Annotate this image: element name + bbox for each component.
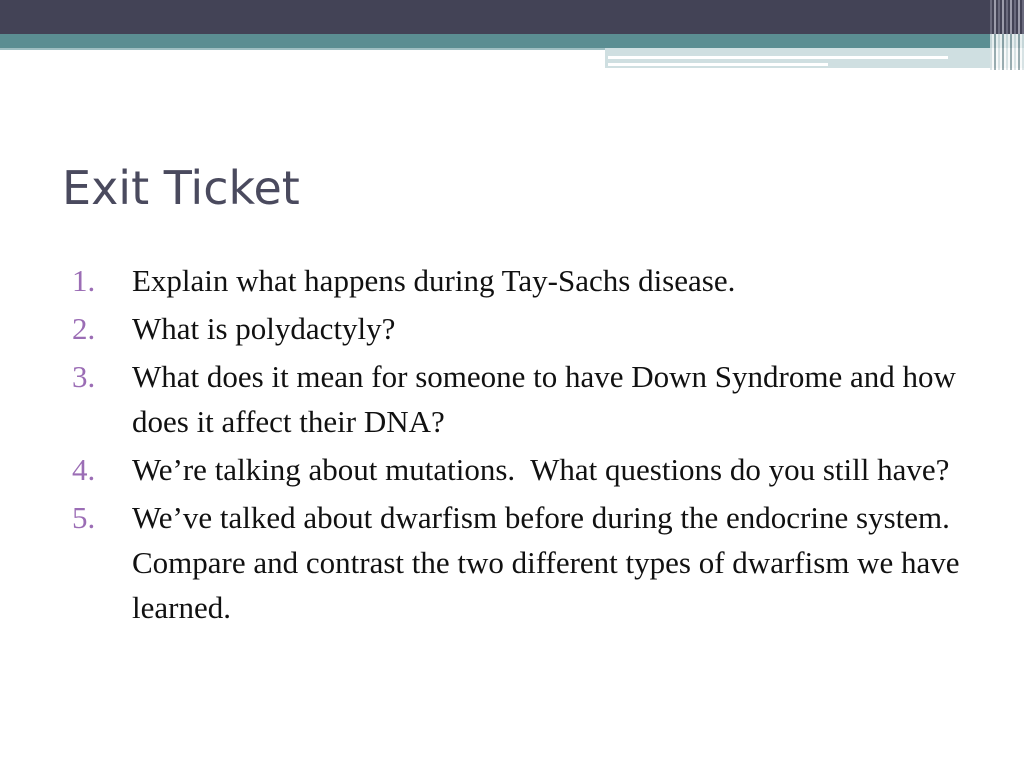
list-item-number: 2. xyxy=(72,311,96,346)
header-banner-right-line-short xyxy=(608,63,828,66)
list-item-number: 5. xyxy=(72,500,96,535)
list-item xyxy=(72,258,992,303)
list-item xyxy=(72,306,992,351)
header-banner-teal xyxy=(0,34,1024,48)
list-item xyxy=(72,495,992,630)
list-item-text: We’ve talked about dwarfism before during the endocrine system. Compare and contrast the two different types of dwarfism we have learned. xyxy=(132,500,968,625)
header-banner-right-line xyxy=(608,56,948,59)
list-item-text: What is polydactyly? xyxy=(132,311,396,346)
list-item-text: We’re talking about mutations. What questions do you still have? xyxy=(132,452,950,487)
header-banner-accent-line xyxy=(0,48,605,50)
list-item xyxy=(72,354,992,444)
list-item-text: What does it mean for someone to have Down Syndrome and how does it affect their DNA? xyxy=(132,359,964,439)
list-item xyxy=(72,447,992,492)
list-item-number: 3. xyxy=(72,359,96,394)
list-item-number: 1. xyxy=(72,263,96,298)
slide-title: Exit Ticket xyxy=(62,161,300,215)
header-stripes-decoration-dark xyxy=(990,0,1024,34)
header-banner-dark xyxy=(0,0,1024,34)
list-item-text: Explain what happens during Tay-Sachs disease. xyxy=(132,263,736,298)
list-item-number: 4. xyxy=(72,452,96,487)
question-list xyxy=(72,258,992,633)
